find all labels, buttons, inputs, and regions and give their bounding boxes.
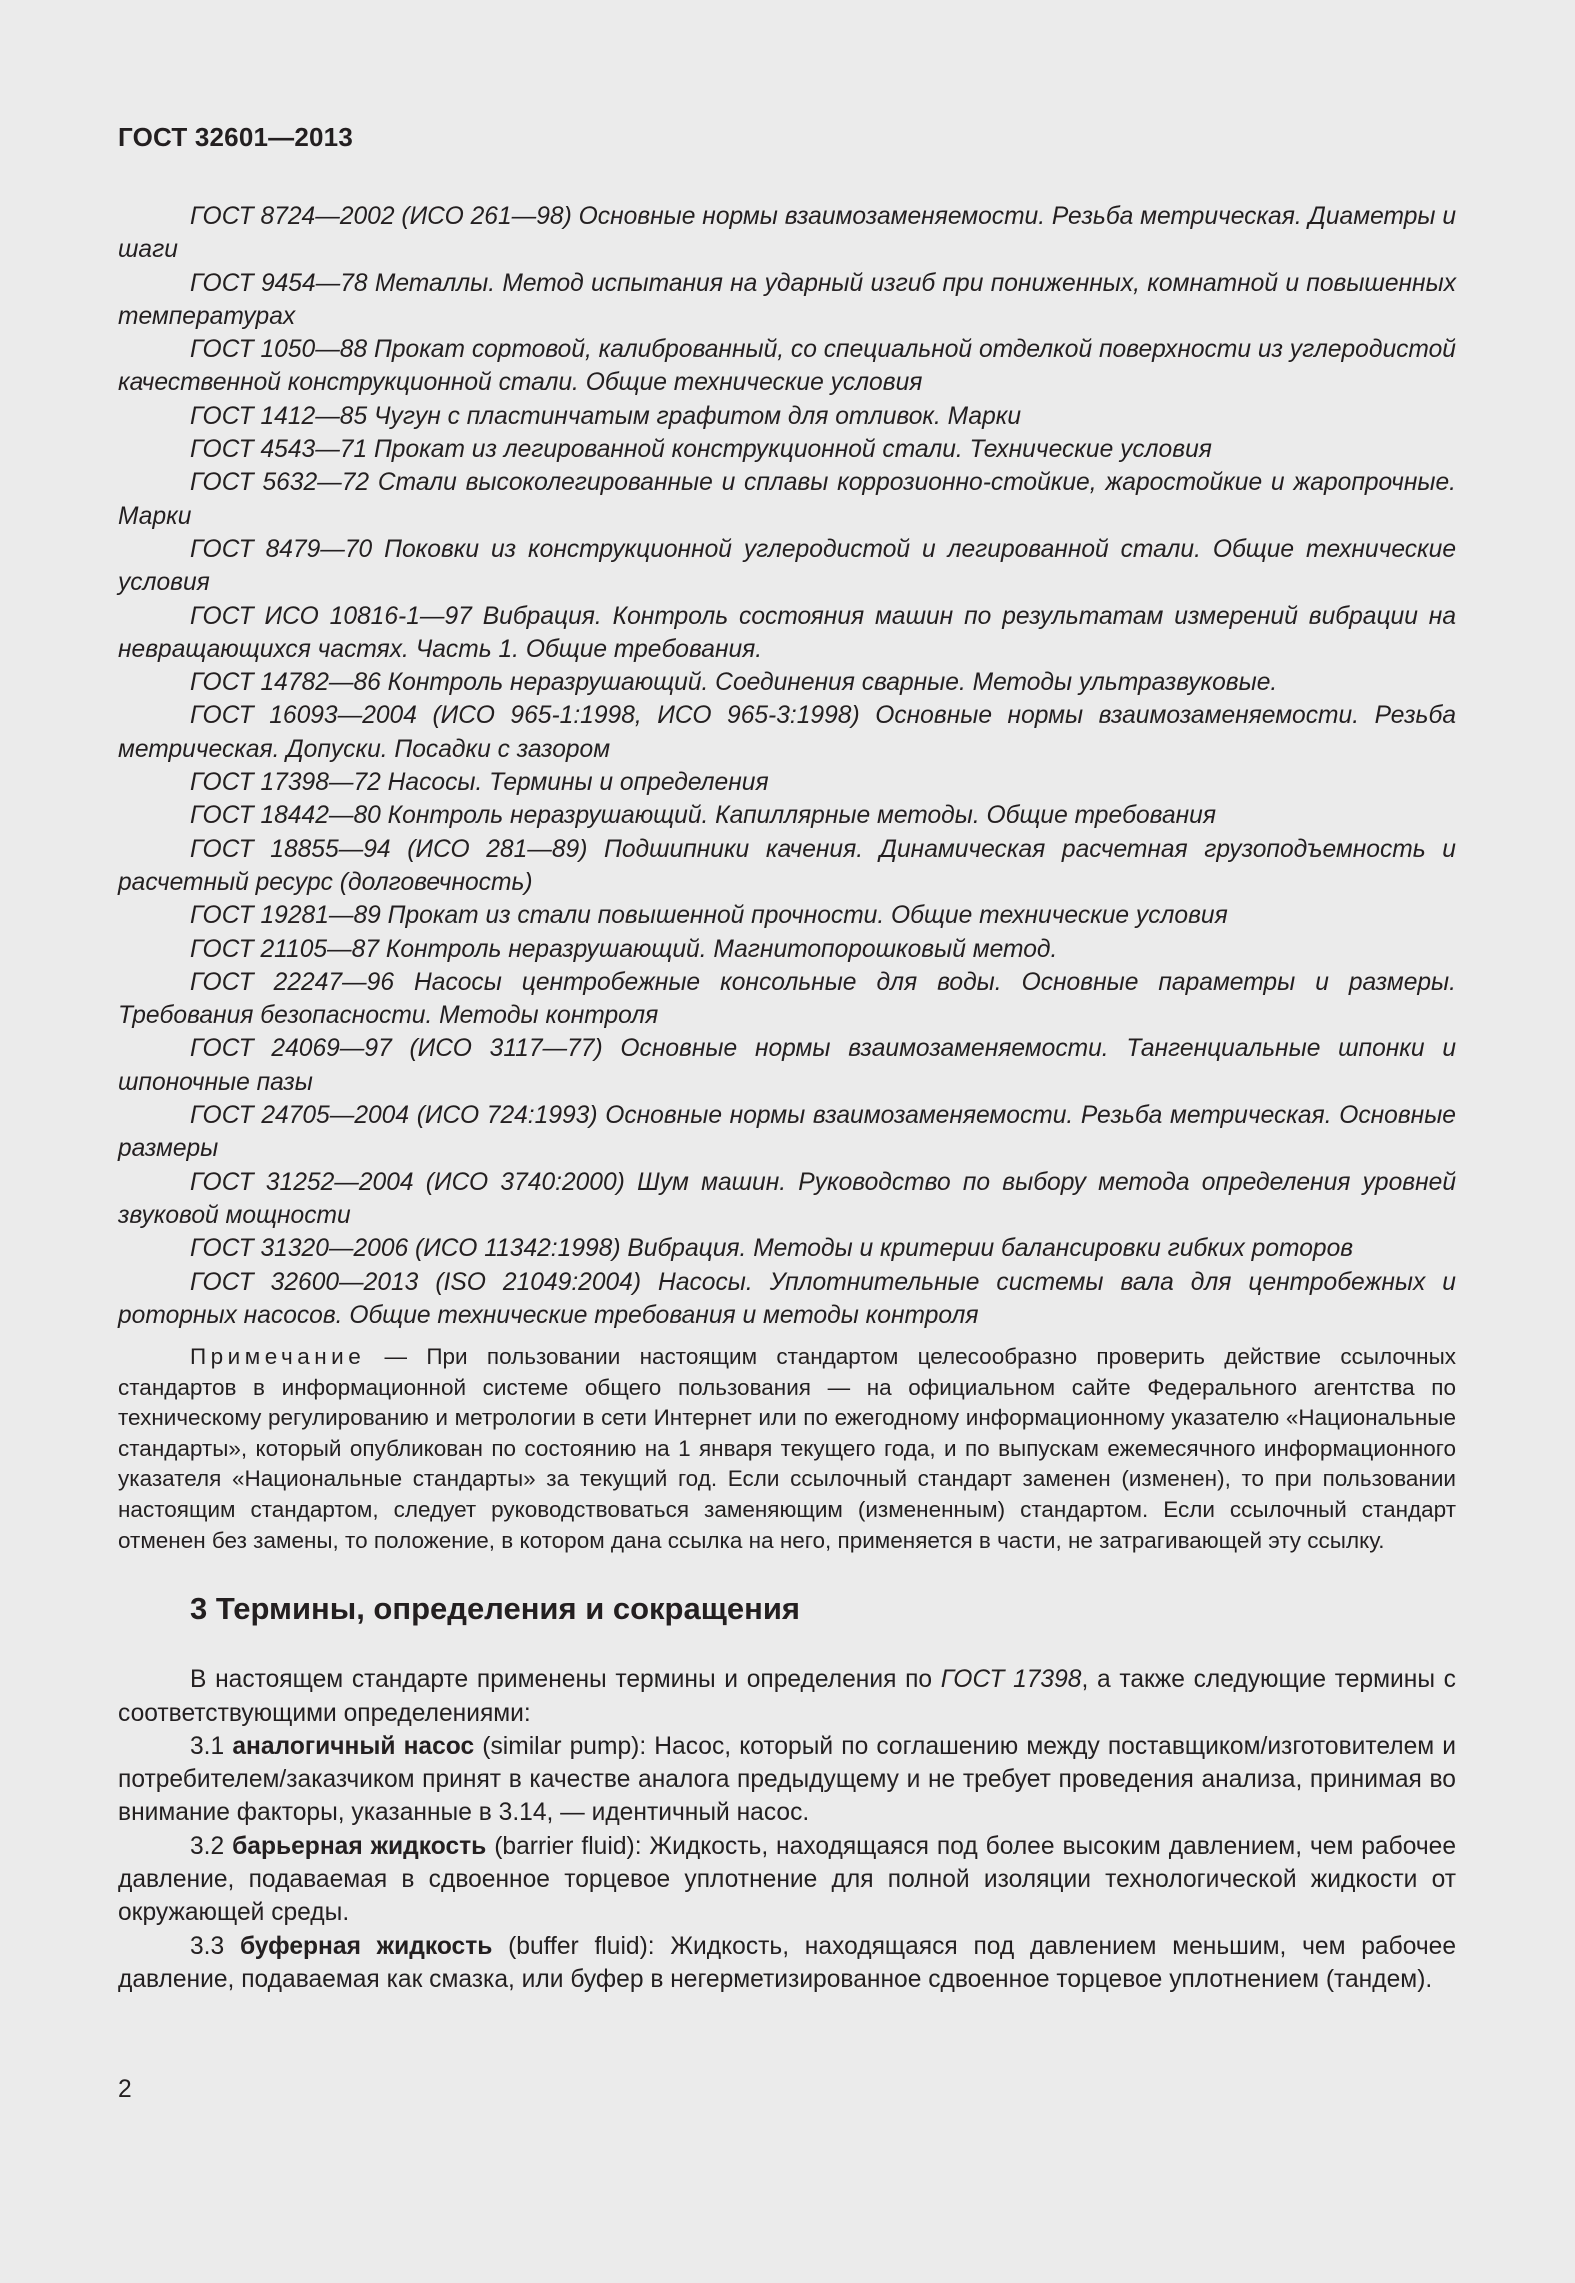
term-name: аналогичный насос bbox=[232, 1732, 475, 1760]
reference-item: ГОСТ 24069—97 (ИСО 3117—77) Основные нормы взаимозаменяемости. Тангенциальные шпонки и шпоночные пазы bbox=[118, 1035, 1456, 1096]
reference-item: ГОСТ 1412—85 Чугун с пластинчатым графитом для отливок. Марки bbox=[190, 402, 1022, 430]
reference-item: ГОСТ 16093—2004 (ИСО 965-1:1998, ИСО 965-3:1998) Основные нормы взаимозаменяемости. Резьба метрическая. Допуски. Посадки с зазором bbox=[118, 702, 1456, 763]
reference-item: ГОСТ 8479—70 Поковки из конструкционной углеродистой и легированной стали. Общие технические условия bbox=[118, 535, 1456, 597]
term-number: 3.1 bbox=[190, 1732, 233, 1760]
reference-item: ГОСТ 1050—88 Прокат сортовой, калиброванный, со специальной отделкой поверхности из углеродистой качественной конструкционной стали. Общие технические условия bbox=[118, 336, 1456, 397]
reference-item: ГОСТ ИСО 10816-1—97 Вибрация. Контроль состояния машин по результатам измерений вибрации на невращающихся частях. Часть 1. Общие требования. bbox=[118, 602, 1456, 663]
intro-text-after: , а также следующие термины с соответствующими определениями: bbox=[118, 1666, 1456, 1727]
term-name: барьерная жидкость bbox=[232, 1832, 487, 1860]
page-header-doc-id: ГОСТ 32601—2013 bbox=[118, 122, 353, 152]
reference-item: ГОСТ 22247—96 Насосы центробежные консольные для воды. Основные параметры и размеры. Требования безопасности. Методы контроля bbox=[118, 968, 1456, 1030]
reference-item: ГОСТ 9454—78 Металлы. Метод испытания на ударный изгиб при пониженных, комнатной и повышенных температурах bbox=[118, 269, 1456, 330]
reference-item: ГОСТ 18855—94 (ИСО 281—89) Подшипники качения. Динамическая расчетная грузоподъемность и расчетный ресурс (долговечность) bbox=[118, 835, 1456, 896]
term-name: буферная жидкость bbox=[239, 1932, 493, 1960]
section-intro bbox=[118, 1663, 1456, 1730]
page-number: 2 bbox=[118, 2076, 132, 2103]
term-definition bbox=[118, 1930, 1456, 1997]
intro-reference: ГОСТ 17398 bbox=[940, 1666, 1082, 1694]
reference-item: ГОСТ 31252—2004 (ИСО 3740:2000) Шум машин. Руководство по выбору метода определения уровней звуковой мощности bbox=[118, 1168, 1456, 1229]
term-text: (similar pump): Насос, который по соглашению между поставщиком/изготовителем и потребителем/заказчиком принят в качестве аналога предыдущему и не требует проведения анализа, принимая во внимание факторы, указанные в 3.14, — идентичный насос. bbox=[118, 1732, 1457, 1827]
term-number: 3.2 bbox=[190, 1832, 233, 1860]
normative-references-list bbox=[118, 200, 1456, 1332]
page-content bbox=[118, 200, 1456, 1996]
reference-item: ГОСТ 5632—72 Стали высоколегированные и сплавы коррозионно-стойкие, жаростойкие и жаропрочные. Марки bbox=[118, 469, 1456, 530]
term-text: (barrier fluid): Жидкость, находящаяся под более высоким давлением, чем рабочее давление, подаваемая в сдвоенное торцевое уплотнение для полной изоляции технологической жидкости от окружающей среды. bbox=[118, 1832, 1457, 1927]
reference-item: ГОСТ 8724—2002 (ИСО 261—98) Основные нормы взаимозаменяемости. Резьба метрическая. Диаметры и шаги bbox=[118, 203, 1456, 264]
intro-text-before: В настоящем стандарте применены термины и определения по bbox=[190, 1666, 941, 1694]
reference-item: ГОСТ 17398—72 Насосы. Термины и определения bbox=[190, 769, 769, 797]
reference-item: ГОСТ 18442—80 Контроль неразрушающий. Капиллярные методы. Общие требования bbox=[190, 802, 1216, 830]
term-number: 3.3 bbox=[190, 1932, 240, 1960]
reference-item: ГОСТ 4543—71 Прокат из легированной конструкционной стали. Технические условия bbox=[190, 436, 1212, 464]
term-definition bbox=[118, 1730, 1456, 1830]
reference-item: ГОСТ 24705—2004 (ИСО 724:1993) Основные нормы взаимозаменяемости. Резьба метрическая. Основные размеры bbox=[118, 1102, 1456, 1163]
term-definition bbox=[118, 1830, 1456, 1930]
note-paragraph bbox=[118, 1342, 1456, 1556]
section-title: 3 Термины, определения и сокращения bbox=[190, 1591, 800, 1627]
reference-item: ГОСТ 14782—86 Контроль неразрушающий. Соединения сварные. Методы ультразвуковые. bbox=[190, 669, 1278, 697]
reference-item: ГОСТ 19281—89 Прокат из стали повышенной прочности. Общие технические условия bbox=[190, 902, 1228, 930]
reference-item: ГОСТ 31320—2006 (ИСО 11342:1998) Вибрация. Методы и критерии балансировки гибких роторов bbox=[190, 1235, 1354, 1263]
note-label: Примечание bbox=[190, 1344, 366, 1370]
note-text: — При пользовании настоящим стандартом целесообразно проверить действие ссылочных стандартов в информационной системе общего пользования — на официальном сайте Федерального агентства по техническому регулированию и метрологии в сети Интернет или по ежегодному информационному указателю «Национальные стандарты», который опубликован по состоянию на 1 января текущего года, и по выпускам ежемесячного информационного указателя «Национальные стандарты» за текущий год. Если ссылочный стандарт заменен (изменен), то при пользовании настоящим стандартом, следует руководствоваться заменяющим (измененным) стандартом. Если ссылочный стандарт отменен без замены, то положение, в котором дана ссылка на него, применяется в части, не затрагивающей эту ссылку. bbox=[118, 1344, 1456, 1553]
reference-item: ГОСТ 32600—2013 (ISO 21049:2004) Насосы. Уплотнительные системы вала для центробежных и роторных насосов. Общие технические требования и методы контроля bbox=[118, 1268, 1456, 1329]
term-text: (buffer fluid): Жидкость, находящаяся под давлением меньшим, чем рабочее давление, подаваемая как смазка, или буфер в негерметизированное сдвоенное торцевое уплотнением (тандем). bbox=[118, 1932, 1457, 1993]
reference-item: ГОСТ 21105—87 Контроль неразрушающий. Магнитопорошковый метод. bbox=[190, 935, 1058, 963]
